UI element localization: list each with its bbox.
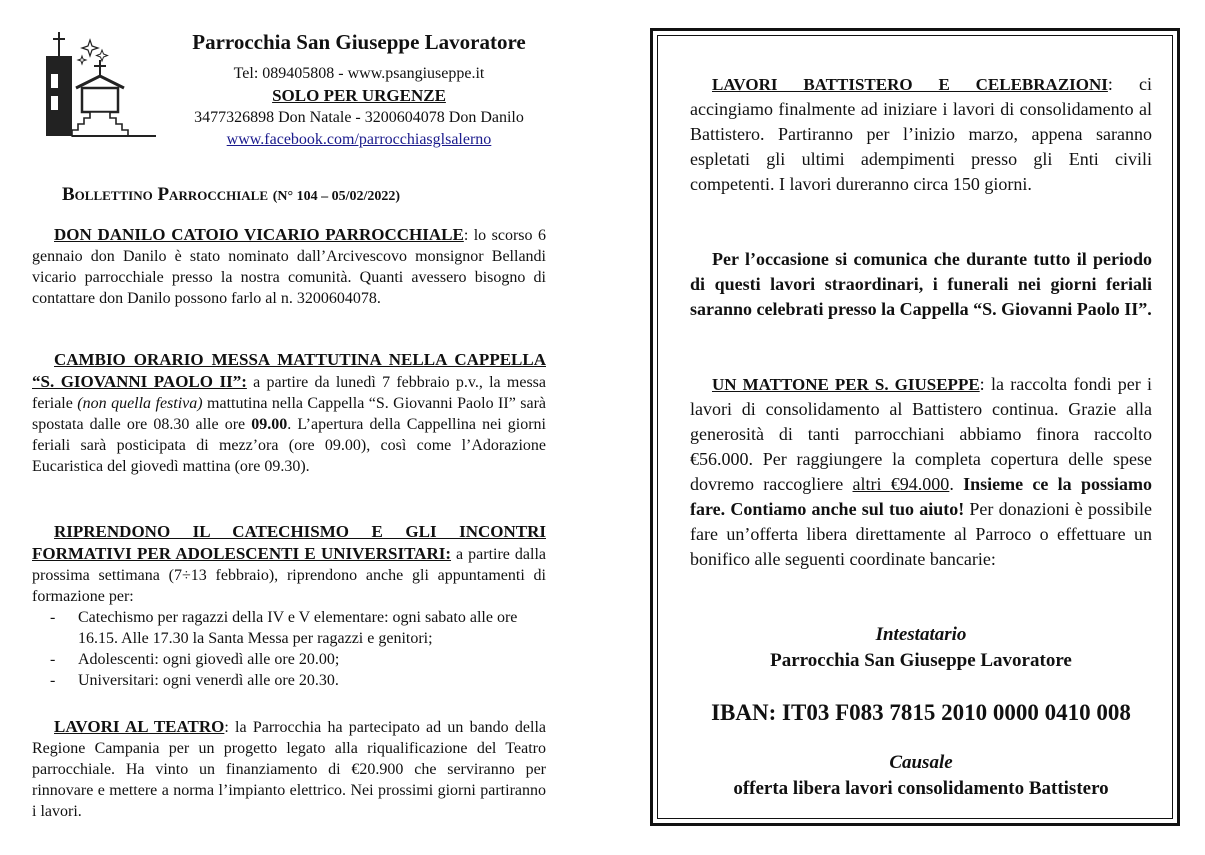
bulletin-word-1: Bollettino [62,184,153,205]
iban: IBAN: IT03 F083 7815 2010 0000 0410 008 [711,700,1131,725]
section-vicario [32,224,546,309]
section-body: a partire da lunedì 7 febbraio p.v., la messa feriale [32,374,546,412]
section-heading: CAMBIO ORARIO MESSA MATTUTINA NELLA CAPPELLA “S. GIOVANNI PAOLO II”: [32,350,546,391]
bulletin-title [62,184,400,206]
section-funerali-notice [690,247,1152,322]
section-catechismo [32,521,546,691]
section-heading: DON DANILO CATOIO VICARIO PARROCCHIALE [54,225,464,244]
section-battistero [690,72,1152,197]
section-heading: UN MATTONE PER S. GIUSEPPE [712,375,980,394]
urgent-numbers: 3477326898 Don Natale - 3200604078 Don Danilo [194,109,524,126]
section-body-bold: 09.00 [251,416,288,433]
section-teatro [32,716,546,822]
section-body: mattutina nella Cappella “S. Giovanni Paolo II” sarà spostata dalle ore 08.30 alle ore [32,395,546,433]
intestatario-label: Intestatario [875,624,967,645]
list-item: - Catechismo per ragazzi della IV e V elementare: ogni sabato alle ore 16.15. Alle 17.30 la Santa Messa per ragazzi e genitori; [32,607,546,649]
section-body: : la Parrocchia ha partecipato ad un bando della Regione Campania per un progetto legato alla riqualificazione del Teatro parrocchiale. Ha vinto un finanziamento di €20.900 che serviranno per rinnovare e mettere a norma l’impianto elettrico. Nei prossimi giorni partiranno i lavori. [32,719,546,820]
section-body: : lo scorso 6 gennaio don Danilo è stato nominato dall’Arcivescovo monsignor Bellandi vicario parrocchiale presso la nostra comunità. Quanti avessero bisogno di contattare don Danilo possono farlo al n. 3200604078. [32,227,547,307]
parish-header [168,30,550,151]
section-heading: LAVORI BATTISTERO E CELEBRAZIONI [712,75,1108,94]
section-body: a partire dalla prossima settimana (7÷13 febbraio), riprendono anche gli appuntamenti di formazione per: [32,546,546,605]
section-heading: LAVORI AL TEATRO [54,717,225,736]
funerali-text: Per l’occasione si comunica che durante tutto il periodo di questi lavori straordinari, i funerali nei giorni feriali saranno celebrati presso la Cappella “S. Giovanni Paolo II”. [690,249,1152,319]
section-body: Per donazioni è possibile fare un’offerta libera direttamente al Parroco o effettuare un bonifico alle seguenti coordinate bancarie: [690,499,1152,569]
section-body-italic: (non quella festiva) [77,395,203,412]
bulletin-word-2: Parrocchiale [157,184,269,205]
right-frame-inner [657,35,1173,819]
schedule-list [32,607,546,691]
section-body: : la raccolta fondi per i lavori di consolidamento al Battistero continua. Grazie alla generosità di tanti parrocchiani abbiamo finora raccolto €56.000. Per raggiungere la completa copertura delle spese dovremo raccogliere [690,374,1152,494]
section-body: . L’apertura della Cappellina nei giorni feriali sarà posticipata di mezz’ora (ore 09.00), così come l’Adorazione Eucaristica del giovedì mattina (ore 09.30). [32,416,547,475]
bulletin-number: (N° 104 – 05/02/2022) [272,189,401,204]
appeal-text: Insieme ce la possiamo fare. Contiamo anche sul tuo aiuto! [690,474,1152,519]
contact-line: Tel: 089405808 - www.psangiuseppe.it [233,65,485,82]
parish-name: Parrocchia San Giuseppe Lavoratore [192,30,526,54]
section-orario-messa [32,349,546,477]
amount-remaining: altri €94.000 [852,474,950,494]
section-heading: RIPRENDONO IL CATECHISMO E GLI INCONTRI FORMATIVI PER ADOLESCENTI E UNIVERSITARI: [32,522,546,563]
list-item: - Universitari: ogni venerdì alle ore 20.30. [32,670,546,691]
section-body: . [949,474,964,494]
causale-label: Causale [889,752,953,773]
intestatario-name: Parrocchia San Giuseppe Lavoratore [770,650,1072,671]
urgent-label: SOLO PER URGENZE [272,86,446,105]
section-body: : ci accingiamo finalmente ad iniziare i lavori di consolidamento al Battistero. Partiranno per l’inizio marzo, appena saranno espletati gli ultimi adempimenti presso gli Enti civili competenti. I lavori dureranno circa 150 giorni. [690,74,1152,194]
church-steps-logo-icon [38,26,160,138]
section-mattone [690,372,1152,572]
left-page [0,0,600,855]
facebook-link[interactable]: www.facebook.com/parrocchiasglsalerno [226,131,492,148]
list-item: - Adolescenti: ogni giovedì alle ore 20.00; [32,649,546,670]
causale-text: offerta libera lavori consolidamento Battistero [733,778,1109,799]
right-frame [650,28,1180,826]
